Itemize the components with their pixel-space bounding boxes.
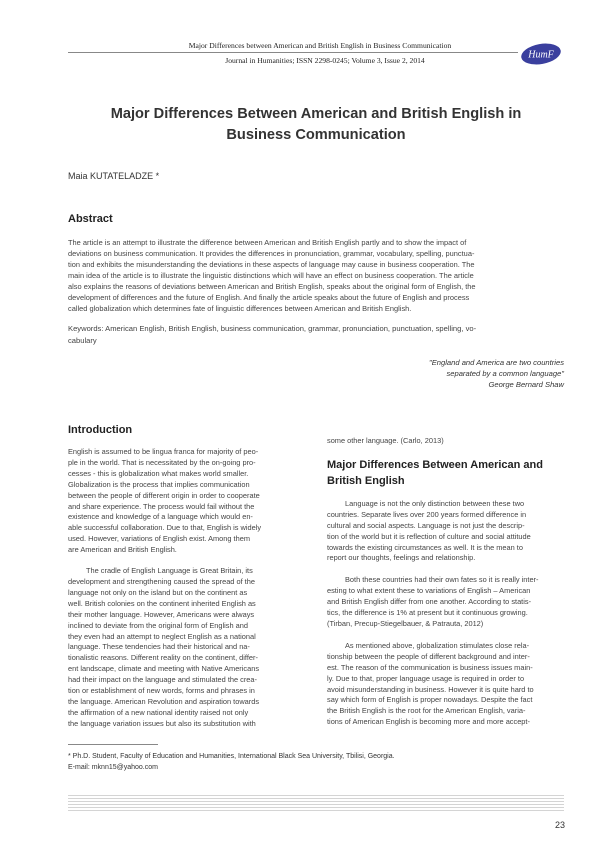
continuation-line: some other language. (Carlo, 2013) bbox=[327, 436, 444, 445]
intro-paragraph-1 bbox=[68, 447, 306, 556]
text-line: the affirmation of a new national identity raised not only bbox=[68, 707, 249, 717]
text-line: the language variation issues but also its substitution with bbox=[68, 718, 256, 728]
text-line: countries. Separate lives over 200 years formed difference in bbox=[327, 509, 527, 519]
text-line: tions of American English is becoming more and more accept- bbox=[327, 717, 530, 727]
text-line: English is assumed to be lingua franca for majority of peo- bbox=[68, 447, 259, 456]
epigraph-author: George Bernard Shaw bbox=[488, 380, 564, 389]
text-line: had their impact on the language and stimulated the crea- bbox=[68, 675, 257, 685]
abstract-heading: Abstract bbox=[68, 213, 113, 225]
text-line: able successful collaboration. Due to that, English is widely bbox=[68, 523, 262, 533]
text-line: tionship between the people of different background and inter- bbox=[327, 651, 530, 661]
footer-stripes bbox=[68, 795, 564, 813]
text-line: say which form of English is proper nowadays. Despite the fact bbox=[327, 695, 533, 705]
heading-line: British English bbox=[327, 474, 405, 487]
keywords bbox=[68, 323, 564, 347]
text-line: Language is not the only distinction between these two bbox=[345, 498, 525, 508]
introduction-heading: Introduction bbox=[68, 424, 133, 436]
text-line: ent landscape, climate and meeting with Native Americans bbox=[68, 664, 260, 674]
author-name: Maia KUTATELADZE * bbox=[68, 171, 160, 181]
section-heading-differences bbox=[327, 457, 565, 489]
text-line: between the people of different origin in order to cooperate bbox=[68, 490, 260, 500]
text-line: avoid misunderstanding in business. However it is quite hard to bbox=[327, 684, 534, 694]
text-line: language not only on the island but on the continent as bbox=[68, 587, 248, 597]
article-title bbox=[68, 104, 564, 146]
text-line: development and strengthening caused the spread of the bbox=[68, 576, 255, 586]
text-line: the language. American Revolution and aspiration towards bbox=[68, 696, 260, 706]
text-line: est. The reason of the communication is business issues main- bbox=[327, 662, 533, 672]
abstract-line: development of differences and the future of English. And finally the article speaks about the future of English and process bbox=[68, 293, 470, 302]
text-line: tion of the world but it is reflection of culture and social attitude bbox=[327, 531, 531, 541]
text-line: towards the existing circumstances as well. It is the mean to bbox=[327, 542, 523, 552]
text-line: existence and knowledge of a language which would en- bbox=[68, 512, 253, 522]
text-line: cesses - this is globalization what makes world smaller. bbox=[68, 468, 249, 478]
logo-text: HumF bbox=[528, 49, 554, 61]
text-line: used. However, variations of English exist. Among them bbox=[68, 534, 250, 544]
epigraph bbox=[304, 357, 564, 390]
keywords-line: Keywords: American English, British English, business communication, grammar, pronunciation, punctuation, spelling, vo- bbox=[68, 324, 477, 333]
differences-paragraph-3 bbox=[327, 641, 565, 728]
running-title: Major Differences between American and British English in Business Communication bbox=[188, 41, 452, 50]
text-line: Both these countries had their own fates so it is really inter- bbox=[345, 575, 539, 585]
text-line: report our thoughts, feelings and relationship. bbox=[327, 553, 476, 563]
abstract-line: main idea of the article is to illustrate the linguistic distinctions which will have an effect on business cooperation. The article bbox=[68, 271, 474, 280]
text-line: the British English is the root for the American English, varia- bbox=[327, 706, 526, 716]
abstract-line: called globalization which determines fate of linguistic differences between American and British English. bbox=[68, 304, 412, 313]
title-line: Major Differences Between American and British English in bbox=[110, 106, 522, 122]
journal-info: Journal in Humanities; ISSN 2298-0245; Volume 3, Issue 2, 2014 bbox=[225, 56, 425, 65]
text-line: are American and British English. bbox=[68, 545, 177, 555]
text-line: tionalistic reasons. Different reality on the continent, differ- bbox=[68, 653, 258, 663]
text-line: esting to what extent these to variations of English – American bbox=[327, 586, 531, 596]
abstract-line: tion and exhibits the misunderstanding the deviations in these aspects of language may cause in business cooperation. The bbox=[68, 260, 475, 269]
text-line: and share experience. The process would fail without the bbox=[68, 501, 255, 511]
right-column bbox=[327, 436, 565, 728]
text-line: The cradle of English Language is Great Britain, its bbox=[86, 566, 253, 576]
abstract-body bbox=[68, 237, 564, 314]
text-line: language. These tendencies had their historical and na- bbox=[68, 642, 250, 652]
text-line: their mother language. However, Americans were always bbox=[68, 609, 255, 619]
text-line: tics, the difference is 1% at present but it continuous growing. bbox=[327, 608, 528, 618]
footnote-email: E-mail: mknn15@yahoo.com bbox=[68, 763, 158, 771]
journal-logo bbox=[519, 42, 564, 66]
abstract-line: deviations on business communication. It provides the differences in pronunciation, grammar, vocabulary, spelling, punctua- bbox=[68, 249, 475, 258]
text-line: and British English differ from one another. According to statis- bbox=[327, 597, 532, 607]
header-rule bbox=[68, 52, 518, 53]
left-column bbox=[68, 422, 306, 730]
heading-line: Major Differences Between American and bbox=[327, 458, 543, 471]
text-line: cultural and social aspects. Language is not just the descrip- bbox=[327, 520, 525, 530]
text-line: tion or establishment of new words, forms and phrases in bbox=[68, 686, 255, 696]
differences-paragraph-2 bbox=[327, 575, 565, 630]
intro-paragraph-2 bbox=[68, 566, 306, 730]
footnote bbox=[68, 752, 395, 773]
footnote-rule bbox=[68, 744, 158, 745]
keywords-line: cabulary bbox=[68, 336, 97, 345]
text-line: they even had an attempt to neglect English as a national bbox=[68, 631, 256, 641]
differences-paragraph-1 bbox=[327, 499, 565, 564]
text-line: inclined to deviate from the original form of English and bbox=[68, 620, 248, 630]
title-line: Business Communication bbox=[226, 127, 406, 143]
page-number: 23 bbox=[554, 820, 565, 830]
text-line: ple in the world. That is necessitated by the on-going pro- bbox=[68, 457, 256, 467]
abstract-line: The article is an attempt to illustrate the difference between American and British English partly and to show the impact of bbox=[68, 238, 467, 247]
text-line: Globalization is the process that implies communication bbox=[68, 479, 250, 489]
text-line: ly. Due to that, proper language usage is required in order to bbox=[327, 673, 525, 683]
abstract-line: also explains the reasons of deviations between American and British English, speaks about the original form of English, the bbox=[68, 282, 476, 291]
footnote-affiliation: * Ph.D. Student, Faculty of Education and Humanities, International Black Sea University, Tbilisi, Georgia. bbox=[68, 753, 395, 760]
text-line: well. British colonies on the continent inherited English as bbox=[68, 598, 256, 608]
epigraph-line: separated by a common language" bbox=[446, 369, 564, 378]
text-line: (Tirban, Precup-Stiegelbauer, & Patrauta, 2012) bbox=[327, 618, 484, 628]
text-line: As mentioned above, globalization stimulates close rela- bbox=[345, 640, 530, 650]
epigraph-line: "England and America are two countries bbox=[429, 358, 564, 367]
